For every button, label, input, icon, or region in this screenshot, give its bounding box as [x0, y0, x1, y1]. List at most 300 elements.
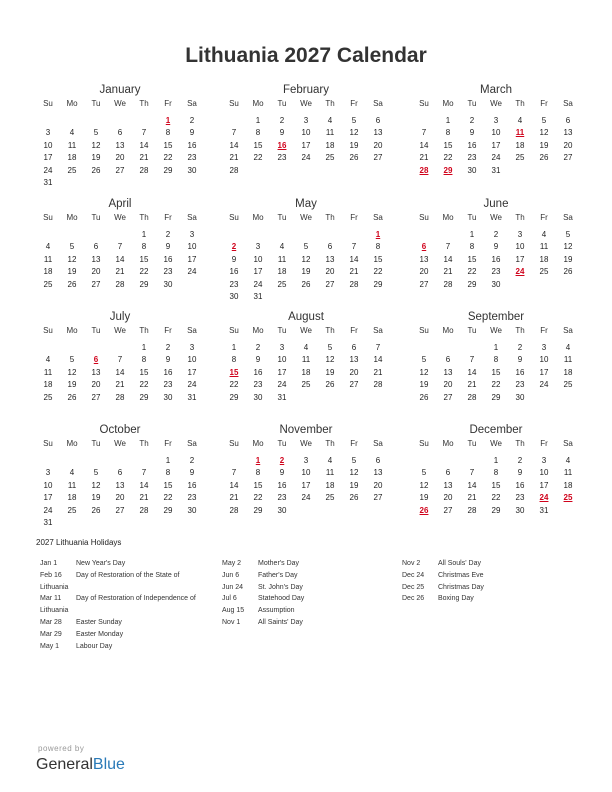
day: 29	[139, 279, 149, 289]
weekday-header	[222, 98, 390, 111]
day: 29	[229, 392, 239, 402]
day: 8	[141, 355, 147, 364]
weekday-label: Tu	[467, 99, 477, 108]
day: 1	[493, 455, 499, 465]
day: 22	[443, 153, 453, 162]
weekday-label: We	[300, 439, 312, 448]
day: 28	[349, 279, 359, 289]
day: 14	[467, 480, 477, 490]
day: 17	[253, 267, 263, 276]
weekday-label: Th	[325, 99, 335, 108]
day: 10	[515, 242, 525, 251]
weekday-label: Tu	[277, 326, 287, 335]
day: 12	[325, 355, 335, 364]
day: 3	[493, 115, 499, 125]
day: 26	[563, 267, 573, 276]
holidays-title: 2027 Lithuania Holidays	[36, 538, 122, 547]
day: 20	[91, 267, 101, 276]
holiday-date: Dec 24	[402, 571, 425, 579]
month-april	[36, 196, 204, 291]
day: 14	[115, 367, 125, 377]
weekday-label: Th	[325, 326, 335, 335]
day: 19	[91, 153, 101, 162]
weekday-header	[222, 212, 390, 225]
day: 13	[373, 128, 383, 137]
day: 31	[43, 518, 53, 527]
month-november	[222, 422, 390, 517]
day: 20	[91, 380, 101, 389]
day: 29	[373, 279, 383, 289]
holiday-day: 15	[229, 367, 239, 377]
day: 23	[277, 493, 287, 502]
day: 15	[253, 140, 263, 150]
weekday-label: Su	[419, 326, 429, 335]
weekday-label: We	[300, 99, 312, 108]
weekday-label: Fr	[350, 99, 358, 108]
day: 12	[419, 367, 429, 377]
weekday-label: Th	[325, 439, 335, 448]
day: 4	[279, 242, 285, 251]
weekday-label: Mo	[442, 213, 454, 222]
day: 11	[563, 468, 573, 477]
holiday-date: Jul 6	[222, 595, 237, 603]
weekday-label: Mo	[252, 439, 264, 448]
holiday-row	[40, 629, 216, 641]
day: 7	[421, 128, 427, 137]
holiday-name: All Souls' Day	[438, 560, 481, 567]
weekday-label: Sa	[563, 439, 573, 448]
day: 2	[189, 455, 195, 465]
day: 28	[373, 380, 383, 389]
day: 27	[115, 165, 125, 175]
holiday-row	[222, 605, 398, 617]
day: 22	[163, 493, 173, 502]
day: 26	[419, 392, 429, 402]
day: 16	[187, 480, 197, 490]
day: 1	[231, 342, 237, 352]
day: 14	[229, 140, 239, 150]
empty-day	[222, 115, 246, 128]
empty-day	[84, 342, 108, 355]
holiday-date: Jun 24	[222, 583, 244, 591]
day: 23	[467, 153, 477, 162]
day: 16	[229, 267, 239, 276]
weekday-label: Th	[515, 439, 525, 448]
day: 21	[443, 267, 453, 276]
holiday-date: Jun 6	[222, 571, 240, 579]
day: 12	[539, 128, 549, 137]
weekday-label: Tu	[277, 213, 287, 222]
day: 18	[301, 367, 311, 377]
month-name: June	[483, 198, 509, 210]
day: 14	[443, 254, 453, 264]
holiday-row	[222, 593, 398, 605]
day: 8	[375, 242, 381, 251]
empty-day	[222, 455, 246, 468]
day: 16	[187, 140, 197, 150]
day: 22	[229, 380, 239, 389]
day: 2	[493, 229, 499, 239]
day: 9	[165, 242, 171, 251]
holiday-row	[40, 617, 216, 629]
day: 10	[253, 254, 263, 264]
weekday-label: Tu	[467, 439, 477, 448]
day: 16	[163, 254, 173, 264]
holiday-name: Mother's Day	[258, 560, 300, 567]
weekday-label: Mo	[252, 213, 264, 222]
day: 4	[69, 128, 75, 137]
day: 21	[229, 493, 239, 502]
day: 27	[419, 279, 429, 289]
holiday-name: Father's Day	[258, 571, 298, 579]
empty-day	[460, 342, 484, 355]
day: 20	[443, 493, 453, 502]
holiday-row	[222, 582, 398, 594]
holiday-day: 24	[515, 267, 525, 276]
day: 30	[163, 279, 173, 289]
day: 26	[539, 153, 549, 162]
day: 31	[539, 505, 549, 515]
weekday-label: Sa	[373, 326, 383, 335]
day: 7	[141, 128, 147, 137]
day: 14	[229, 480, 239, 490]
day: 4	[45, 355, 51, 364]
day: 2	[469, 115, 475, 125]
day: 8	[255, 468, 261, 477]
day: 4	[565, 455, 571, 465]
day-grid	[36, 342, 204, 405]
day: 3	[189, 229, 195, 239]
day: 19	[325, 367, 335, 377]
day: 13	[325, 254, 335, 264]
day: 27	[563, 153, 573, 162]
day: 6	[445, 355, 451, 364]
day: 22	[139, 267, 149, 276]
holiday-name: Easter Sunday	[76, 618, 122, 626]
day: 7	[231, 128, 237, 137]
day: 2	[165, 342, 171, 352]
weekday-label: Fr	[540, 99, 548, 108]
day: 17	[43, 493, 53, 502]
day: 15	[139, 254, 149, 264]
day: 25	[563, 380, 573, 389]
holiday-day: 1	[375, 229, 381, 239]
holiday-day: 29	[443, 165, 453, 175]
day: 20	[115, 493, 125, 502]
day: 13	[443, 367, 453, 377]
month-name: December	[469, 424, 523, 436]
empty-day	[246, 229, 270, 242]
empty-day	[108, 455, 132, 468]
day: 9	[189, 128, 195, 137]
weekday-header	[412, 438, 580, 451]
day: 18	[43, 380, 53, 389]
weekday-label: Sa	[563, 326, 573, 335]
day: 9	[279, 468, 285, 477]
weekday-header	[36, 212, 204, 225]
weekday-label: We	[490, 99, 502, 108]
day: 8	[165, 128, 171, 137]
weekday-label: Th	[139, 439, 149, 448]
day: 17	[515, 254, 525, 264]
day: 4	[303, 342, 309, 352]
month-name: January	[99, 84, 141, 96]
weekday-label: Sa	[187, 326, 197, 335]
day: 24	[301, 493, 311, 502]
day: 15	[443, 140, 453, 150]
holiday-day: 28	[419, 165, 429, 175]
day: 5	[93, 468, 99, 477]
day-grid	[412, 229, 580, 292]
day: 22	[491, 380, 501, 389]
day: 24	[277, 380, 287, 389]
day: 23	[163, 380, 173, 389]
day: 10	[539, 468, 549, 477]
day: 9	[493, 242, 499, 251]
day: 9	[165, 355, 171, 364]
weekday-header	[222, 438, 390, 451]
weekday-label: Tu	[91, 213, 101, 222]
day: 15	[491, 367, 501, 377]
month-june	[412, 196, 580, 291]
weekday-label: Sa	[187, 213, 197, 222]
day: 30	[163, 392, 173, 402]
day: 28	[115, 279, 125, 289]
day: 13	[373, 468, 383, 477]
holiday-column	[222, 558, 398, 629]
day: 28	[443, 279, 453, 289]
holiday-date: Jan 1	[40, 560, 58, 567]
weekday-label: We	[114, 213, 126, 222]
weekday-label: Su	[229, 99, 239, 108]
logo-blue: Blue	[92, 756, 125, 773]
day: 31	[187, 392, 197, 402]
day: 6	[117, 128, 123, 137]
generalblue-logo[interactable]	[36, 756, 125, 774]
day: 24	[187, 380, 197, 389]
day: 16	[491, 254, 501, 264]
weekday-label: Su	[43, 99, 53, 108]
day: 2	[517, 455, 523, 465]
day: 21	[349, 267, 359, 276]
day: 3	[279, 342, 285, 352]
day: 11	[67, 140, 77, 150]
day: 25	[539, 267, 549, 276]
weekday-label: Sa	[373, 213, 383, 222]
month-october	[36, 422, 204, 530]
day: 29	[467, 279, 477, 289]
day: 25	[43, 279, 53, 289]
weekday-label: Fr	[540, 213, 548, 222]
day: 4	[327, 455, 333, 465]
day: 10	[539, 355, 549, 364]
empty-day	[132, 455, 156, 468]
day: 16	[277, 480, 287, 490]
day: 7	[469, 355, 475, 364]
day: 11	[563, 355, 573, 364]
day: 5	[93, 128, 99, 137]
day: 6	[445, 468, 451, 477]
holiday-name: Boxing Day	[438, 595, 474, 603]
day: 18	[515, 140, 525, 150]
weekday-header	[222, 325, 390, 338]
empty-day	[36, 455, 60, 468]
holiday-name: Lithuania	[40, 607, 69, 615]
day: 19	[539, 140, 549, 150]
day: 30	[229, 292, 239, 301]
holiday-name: Christmas Day	[438, 583, 484, 591]
day: 9	[231, 254, 237, 264]
empty-day	[436, 342, 460, 355]
day: 6	[93, 242, 99, 251]
day: 4	[541, 229, 547, 239]
weekday-header	[36, 98, 204, 111]
day: 5	[327, 342, 333, 352]
holiday-name: St. John's Day	[258, 583, 303, 591]
day: 31	[277, 392, 287, 402]
holiday-date: Feb 16	[40, 571, 62, 579]
day: 15	[139, 367, 149, 377]
holiday-day: 16	[277, 140, 287, 150]
day: 8	[141, 242, 147, 251]
weekday-label: Su	[229, 439, 239, 448]
day: 6	[351, 342, 357, 352]
empty-day	[108, 342, 132, 355]
weekday-label: We	[490, 439, 502, 448]
powered-by-text: powered by	[38, 744, 85, 753]
day: 7	[445, 242, 451, 251]
day: 17	[539, 480, 549, 490]
day-grid	[222, 229, 390, 304]
day: 1	[141, 229, 147, 239]
holiday-name: Christmas Eve	[438, 571, 484, 579]
day: 10	[301, 468, 311, 477]
day: 6	[565, 115, 571, 125]
holiday-day: 2	[231, 242, 237, 251]
weekday-label: Sa	[187, 99, 197, 108]
day: 21	[139, 493, 149, 502]
weekday-label: Th	[139, 213, 149, 222]
holiday-row	[402, 593, 578, 605]
day: 19	[67, 267, 77, 276]
day: 17	[539, 367, 549, 377]
day: 14	[467, 367, 477, 377]
day: 8	[445, 128, 451, 137]
day: 26	[91, 165, 101, 175]
holiday-row	[40, 605, 216, 617]
day: 23	[277, 153, 287, 162]
holiday-row	[222, 558, 398, 570]
day: 12	[349, 468, 359, 477]
day: 9	[189, 468, 195, 477]
month-january	[36, 82, 204, 190]
holiday-name: All Saints' Day	[258, 618, 303, 626]
empty-day	[60, 229, 84, 242]
day: 17	[491, 140, 501, 150]
holiday-day: 6	[93, 355, 99, 364]
day: 10	[187, 242, 197, 251]
day: 20	[349, 367, 359, 377]
day: 2	[165, 229, 171, 239]
day: 5	[351, 115, 357, 125]
day: 12	[91, 480, 101, 490]
day: 11	[43, 367, 53, 377]
day: 3	[189, 342, 195, 352]
day: 18	[539, 254, 549, 264]
month-september	[412, 309, 580, 404]
day: 28	[115, 392, 125, 402]
day: 11	[301, 355, 311, 364]
day: 7	[351, 242, 357, 251]
weekday-label: We	[300, 213, 312, 222]
day: 18	[67, 153, 77, 162]
day: 27	[373, 153, 383, 162]
day: 25	[301, 380, 311, 389]
day: 29	[163, 165, 173, 175]
day: 24	[187, 267, 197, 276]
day: 12	[67, 254, 77, 264]
day: 29	[139, 392, 149, 402]
day: 19	[563, 254, 573, 264]
day: 18	[277, 267, 287, 276]
weekday-label: Fr	[164, 326, 172, 335]
day: 21	[229, 153, 239, 162]
day: 25	[325, 493, 335, 502]
holiday-row	[222, 570, 398, 582]
weekday-label: We	[490, 213, 502, 222]
day: 25	[515, 153, 525, 162]
empty-day	[108, 115, 132, 128]
weekday-label: Mo	[66, 99, 78, 108]
day: 24	[301, 153, 311, 162]
day: 17	[301, 140, 311, 150]
day: 19	[419, 493, 429, 502]
day: 21	[419, 153, 429, 162]
empty-day	[60, 342, 84, 355]
day: 10	[187, 355, 197, 364]
holiday-day: 26	[419, 505, 429, 515]
month-august	[222, 309, 390, 404]
day: 9	[517, 355, 523, 364]
day: 17	[277, 367, 287, 377]
day: 14	[349, 254, 359, 264]
day: 8	[493, 355, 499, 364]
day: 27	[91, 279, 101, 289]
day: 27	[115, 505, 125, 515]
day: 4	[45, 242, 51, 251]
day: 1	[255, 115, 261, 125]
weekday-label: Fr	[540, 439, 548, 448]
day: 16	[467, 140, 477, 150]
weekday-label: Fr	[350, 213, 358, 222]
day: 27	[443, 392, 453, 402]
day: 26	[349, 153, 359, 162]
day: 5	[541, 115, 547, 125]
empty-day	[412, 342, 436, 355]
day: 13	[419, 254, 429, 264]
empty-day	[412, 115, 436, 128]
day: 5	[69, 242, 75, 251]
weekday-label: Tu	[277, 439, 287, 448]
day: 28	[229, 165, 239, 175]
weekday-label: Th	[515, 213, 525, 222]
day: 17	[43, 153, 53, 162]
page-title: Lithuania 2027 Calendar	[185, 44, 427, 67]
holiday-row	[402, 582, 578, 594]
holiday-day: 2	[279, 455, 285, 465]
day: 5	[421, 468, 427, 477]
day: 20	[373, 480, 383, 490]
